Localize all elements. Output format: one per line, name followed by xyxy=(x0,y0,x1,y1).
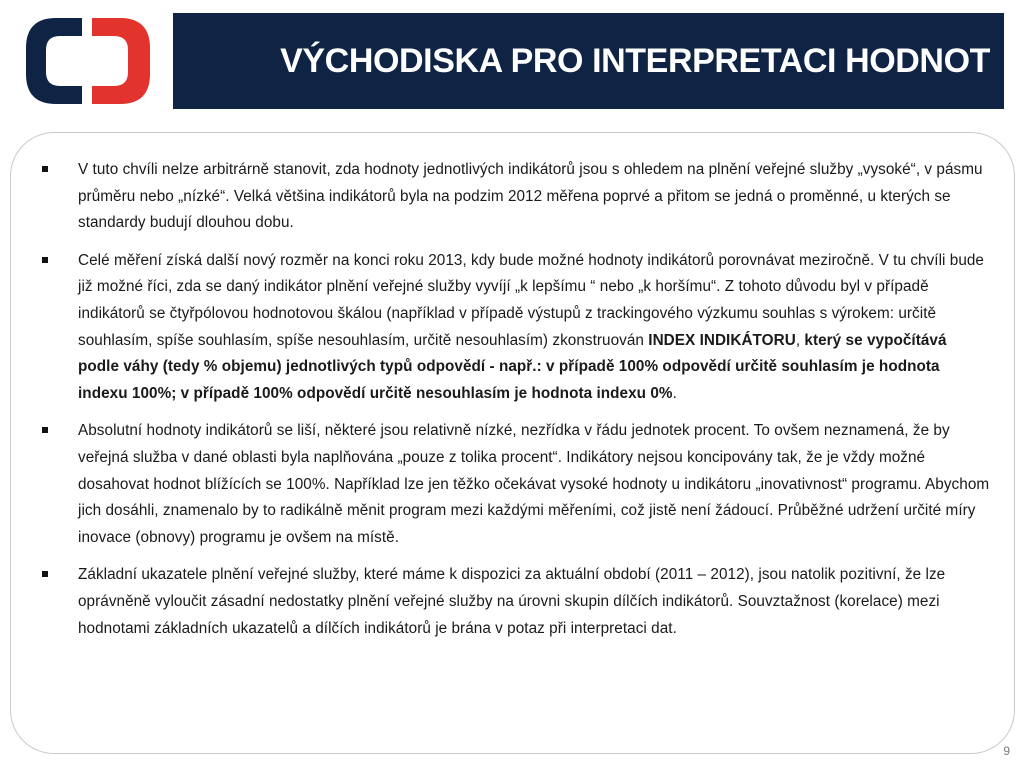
text-segment: V tuto chvíli nelze arbitrárně stanovit, zda hodnoty jednotlivých indikátorů jsou s ohledem na plnění veřejné služby „vysoké“, v pásmu průměru nebo „nízké“. Velká většina indikátorů byla na podzim 2012 měřena poprvé a přitom se jedná o proměnné, u kterých se standardy budují dlouhou dobu. xyxy=(78,161,983,232)
bullet-text xyxy=(78,161,983,231)
bold-text-segment: který se vypočítává podle váhy (tedy % objemu) jednotlivých typů odpovědí - např.: v případě 100% odpovědí určitě souhlasím je hodnota indexu 100%; v případě 100% odpovědí určitě nesouhlasím je hodnota indexu 0% xyxy=(78,331,947,402)
bullet-text xyxy=(78,422,989,545)
square-bullet-icon xyxy=(42,166,48,172)
title-bar xyxy=(173,13,1004,109)
bullet-item xyxy=(40,248,990,408)
text-segment: Základní ukazatele plnění veřejné služby, které máme k dispozici za aktuální období (2011 – 2012), jsou natolik pozitivní, že lze oprávněně vyloučit zásadní nedostatky plnění veřejné služby na úrovni skupin dílčích indikátorů. Souvztažnost (korelace) mezi hodnotami základních ukazatelů a dílčích indikátorů je brána v potaz při interpretaci dat. xyxy=(78,566,946,637)
slide-title: VÝCHODISKA PRO INTERPRETACI HODNOT xyxy=(280,41,990,80)
ceska-televize-logo-icon xyxy=(26,18,150,104)
bold-text-segment: INDEX INDIKÁTORU xyxy=(648,331,796,349)
bullet-text xyxy=(78,566,945,636)
bullet-item xyxy=(40,157,990,237)
bullet-item xyxy=(40,418,990,551)
text-segment: . xyxy=(672,384,677,402)
bullet-list xyxy=(40,157,990,653)
square-bullet-icon xyxy=(42,571,48,577)
text-segment: , xyxy=(795,331,805,349)
square-bullet-icon xyxy=(42,257,48,263)
page-number: 9 xyxy=(1003,744,1010,758)
bullet-item xyxy=(40,562,990,642)
bullet-text xyxy=(78,252,984,402)
text-segment: Celé měření získá další nový rozměr na konci roku 2013, kdy bude možné hodnoty indikátorů porovnávat meziročně. V tu chvíli bude již možné říci, zda se daný indikátor plnění veřejné služby vyvíjí „k lepšímu “ nebo „k horšímu“. Z tohoto důvodu byl v případě indikátorů se čtyřpólovou hodnotovou škálou (například v případě výstupů z trackingového výzkumu souhlas s výrokem: určitě souhlasím, spíše souhlasím, spíše nesouhlasím, určitě nesouhlasím) zkonstruován xyxy=(78,251,984,349)
text-segment: Absolutní hodnoty indikátorů se liší, některé jsou relativně nízké, nezřídka v řádu jednotek procent. To ovšem neznamená, že by veřejná služba v dané oblasti byla naplňována „pouze z tolika procent“. Indikátory nejsou koncipovány tak, že je vždy možné dosahovat hodnot blížících se 100%. Například lze jen těžko očekávat vysoké hodnoty u indikátoru „inovativnost“ programu. Abychom jich dosáhli, znamenalo by to radikálně měnit program mezi každými měřeními, což jistě není žádoucí. Průběžné udržení určité míry inovace (obnovy) programu je ovšem na místě. xyxy=(78,422,990,546)
square-bullet-icon xyxy=(42,427,48,433)
